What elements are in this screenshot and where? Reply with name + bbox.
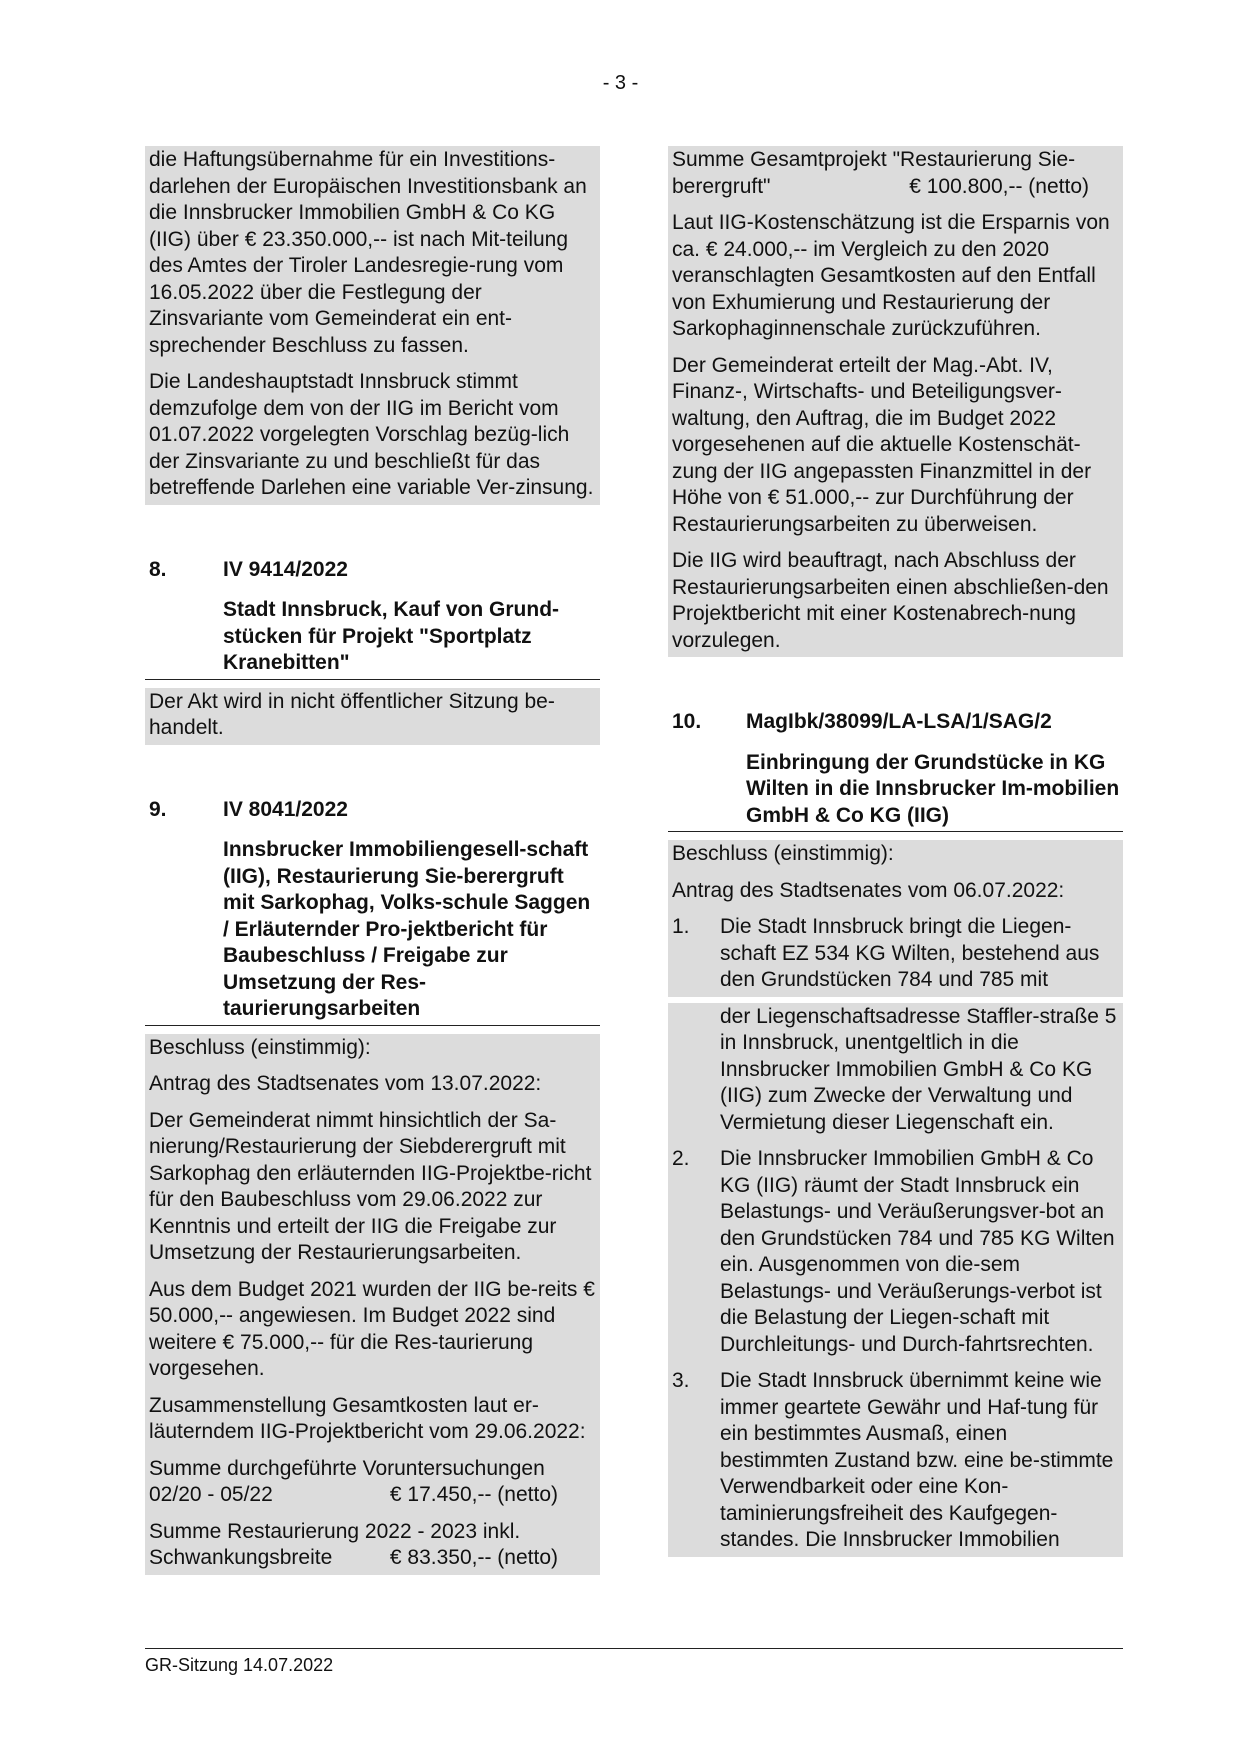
item-number: 8. <box>149 557 167 581</box>
paragraph: Der Gemeinderat erteilt der Mag.-Abt. IV, Finanz-, Wirtschafts- und Beteiligungsver-waltung, den Auftrag, die im Budget 2022 vorgesehenen auf die aktuelle Kostenschät-zung der IIG angepassten Finanzmittel in der Höhe von € 51.000,-- zur Durchführung der Restaurierungsarbeiten zu überweisen. <box>672 353 1092 536</box>
item-9-continued <box>668 146 1123 657</box>
cost-label: 02/20 - 05/22 <box>149 1483 273 1506</box>
intro-block <box>145 146 600 505</box>
item-8-body <box>145 688 600 745</box>
motion-label: Antrag des Stadtsenates vom 06.07.2022: <box>672 878 1065 902</box>
motion-label: Antrag des Stadtsenates vom 13.07.2022: <box>149 1072 542 1095</box>
resolution-label: Beschluss (einstimmig): <box>672 842 894 865</box>
item-code: IV 8041/2022 <box>223 797 348 821</box>
list-number: 1. <box>672 915 690 938</box>
cost-item <box>149 1456 596 1509</box>
cost-value: € 83.350,-- (netto) <box>389 1546 558 1569</box>
paragraph: die Haftungsübernahme für ein Investitions-darlehen der Europäischen Investitionsbank an die Innsbrucker Immobilien GmbH & Co KG (IIG) über € 23.350.000,-- ist nach Mit-teilung des Amtes der Tiroler Landesregie-rung vom 16.05.2022 über die Festlegung der Zinsvariante vom Gemeinderat ein ent-sprechender Beschluss zu fassen. <box>149 148 587 357</box>
item-title: Einbringung der Grundstücke in KG Wilten in die Innsbrucker Im-mobilien GmbH & Co KG (IIG) <box>668 750 1123 833</box>
cost-line: Summe durchgeführte Voruntersuchungen <box>149 1456 545 1480</box>
item-number: 10. <box>672 710 702 733</box>
page-footer <box>145 1648 1123 1676</box>
cost-label: Schwankungsbreite <box>149 1546 333 1569</box>
cost-line: Summe Restaurierung 2022 - 2023 inkl. <box>149 1519 521 1543</box>
item-10-body <box>668 840 1123 997</box>
footer-text: GR-Sitzung 14.07.2022 <box>145 1655 334 1675</box>
item-number: 9. <box>149 797 167 821</box>
cost-value: € 17.450,-- (netto) <box>389 1483 558 1506</box>
item-title: Stadt Innsbruck, Kauf von Grund-stücken für Projekt "Sportplatz Kranebitten" <box>145 597 600 680</box>
cost-item <box>149 1519 596 1572</box>
left-column <box>145 146 600 1575</box>
list-number <box>672 1004 720 1137</box>
list-item <box>672 1146 1119 1358</box>
paragraph: Laut IIG-Kostenschätzung ist die Ersparnis von ca. € 24.000,-- im Vergleich zu den 2020 veranschlagten Gesamtkosten auf den Entfall von Exhumierung und Restaurierung der Sarkophaginnenschale zurückzuführen. <box>672 211 1110 340</box>
list-item <box>672 1368 1119 1554</box>
list-number: 3. <box>672 1369 690 1392</box>
cost-line: Summe Gesamtprojekt "Restaurierung Sie- <box>672 148 1076 171</box>
right-column <box>668 146 1123 1557</box>
cost-label: berergruft" <box>672 174 771 198</box>
item-10-body-continued <box>668 1003 1123 1557</box>
cost-value: € 100.800,-- (netto) <box>909 174 1089 198</box>
paragraph: Der Akt wird in nicht öffentlicher Sitzung be-handelt. <box>149 689 555 739</box>
paragraph: Zusammenstellung Gesamtkosten laut er-läuterndem IIG-Projektbericht vom 29.06.2022: <box>149 1393 586 1443</box>
list-text: Die Stadt Innsbruck übernimmt keine wie immer geartete Gewähr und Haf-tung für ein bestimmtes Ausmaß, einen bestimmten Zustand bzw. eine be-stimmte Verwendbarkeit oder eine Kon-taminierungsfreiheit des Kaufgegen-standes. Die Innsbrucker Immobilien <box>720 1369 1114 1551</box>
cost-total <box>672 147 1119 200</box>
paragraph: Aus dem Budget 2021 wurden der IIG be-reits € 50.000,-- angewiesen. Im Budget 2022 sind weitere € 75.000,-- für die Res-taurierung vorgesehen. <box>149 1277 595 1380</box>
paragraph: Die Landeshauptstadt Innsbruck stimmt demzufolge dem von der IIG im Bericht vom 01.07.2022 vorgelegten Vorschlag bezüg-lich der Zinsvariante zu und beschließt für das betreffende Darlehen eine variable Ver-zinsung. <box>149 370 594 499</box>
item-9-body <box>145 1034 600 1575</box>
list-number: 2. <box>672 1147 690 1170</box>
list-item <box>672 914 1119 994</box>
item-9-heading <box>145 797 600 1026</box>
item-10-heading <box>668 709 1123 832</box>
item-code: IV 9414/2022 <box>223 557 348 581</box>
list-item <box>672 1004 1119 1137</box>
page-number: - 3 - <box>602 72 639 94</box>
item-8-heading <box>145 557 600 680</box>
list-text: Die Stadt Innsbruck bringt die Liegen-schaft EZ 534 KG Wilten, bestehend aus den Grundstücken 784 und 785 mit <box>720 915 1100 991</box>
resolution-label: Beschluss (einstimmig): <box>149 1035 371 1059</box>
list-text: der Liegenschaftsadresse Staffler-straße 5 in Innsbruck, unentgeltlich in die Innsbrucker Immobilien GmbH & Co KG (IIG) zum Zwecke der Verwaltung und Vermietung dieser Liegenschaft ein. <box>720 1004 1117 1134</box>
item-code: MagIbk/38099/LA-LSA/1/SAG/2 <box>746 710 1052 733</box>
item-title: Innsbrucker Immobiliengesell-schaft (IIG), Restaurierung Sie-berergruft mit Sarkophag, Volks-schule Saggen / Erläuternder Pro-jektbericht für Baubeschluss / Freigabe zur Umsetzung der Res-taurierungsarbeiten <box>145 837 600 1026</box>
paragraph: Die IIG wird beauftragt, nach Abschluss der Restaurierungsarbeiten einen abschließen-den Projektbericht mit einer Kostenabrech-nung vorzulegen. <box>672 549 1109 652</box>
paragraph: Der Gemeinderat nimmt hinsichtlich der Sa-nierung/Restaurierung der Siebderergruft mit Sarkophag den erläuternden IIG-Projektbe-richt für den Baubeschluss vom 29.06.2022 zur Kenntnis und erteilt der IIG die Freigabe zur Umsetzung der Restaurierungsarbeiten. <box>149 1108 592 1264</box>
list-text: Die Innsbrucker Immobilien GmbH & Co KG (IIG) räumt der Stadt Innsbruck ein Belastungs- und Veräußerungsver-bot an den Grundstücken 784 und 785 KG Wilten ein. Ausgenommen von die-sem Belastungs- und Veräußerungs-verbot ist die Belastung der Liegen-schaft mit Durchleitungs- und Durch-fahrtsrechten. <box>720 1147 1115 1356</box>
